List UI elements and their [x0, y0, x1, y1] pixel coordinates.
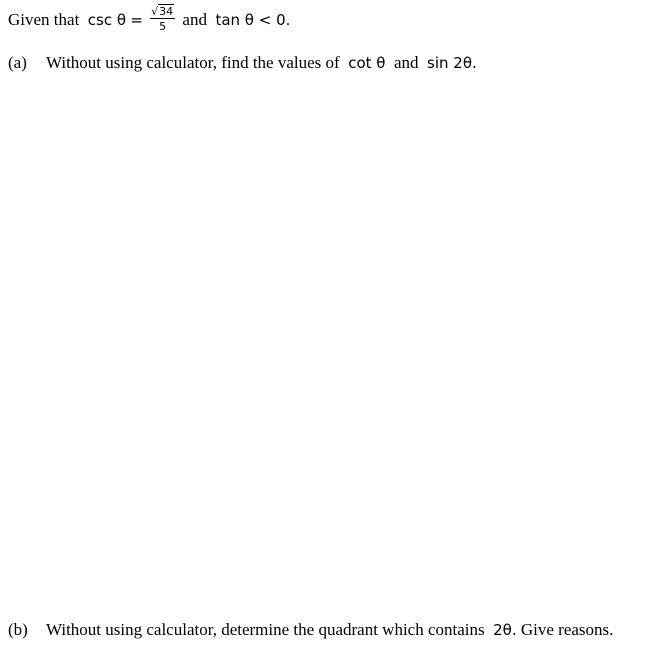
part-a-conjunction: and — [393, 53, 419, 72]
question-part-b — [8, 620, 613, 640]
cot-expression: cot θ — [348, 54, 386, 72]
radicand: 34 — [159, 5, 174, 18]
question-part-a — [8, 53, 477, 73]
sin-double-angle-expression: sin 2θ. — [427, 54, 477, 72]
double-angle-expression: 2θ. — [493, 621, 517, 639]
given-statement — [8, 5, 291, 34]
part-a-label: (a) — [8, 53, 27, 72]
csc-value-fraction — [150, 6, 175, 32]
csc-expression: csc θ — [87, 10, 127, 29]
tan-condition: tan θ < 0. — [215, 10, 291, 29]
part-a-text: Without using calculator, find the values of — [46, 53, 340, 72]
given-prefix: Given that — [8, 9, 80, 29]
given-conjunction: and — [182, 9, 207, 29]
equals-sign: = — [130, 10, 143, 29]
part-b-instruction: Give reasons. — [520, 620, 614, 639]
part-b-text: Without using calculator, determine the quadrant which contains — [46, 620, 485, 639]
fraction-denominator: 5 — [159, 20, 167, 33]
part-b-label: (b) — [8, 620, 28, 639]
sqrt-symbol: √ — [151, 5, 159, 18]
fraction-numerator — [150, 6, 175, 19]
